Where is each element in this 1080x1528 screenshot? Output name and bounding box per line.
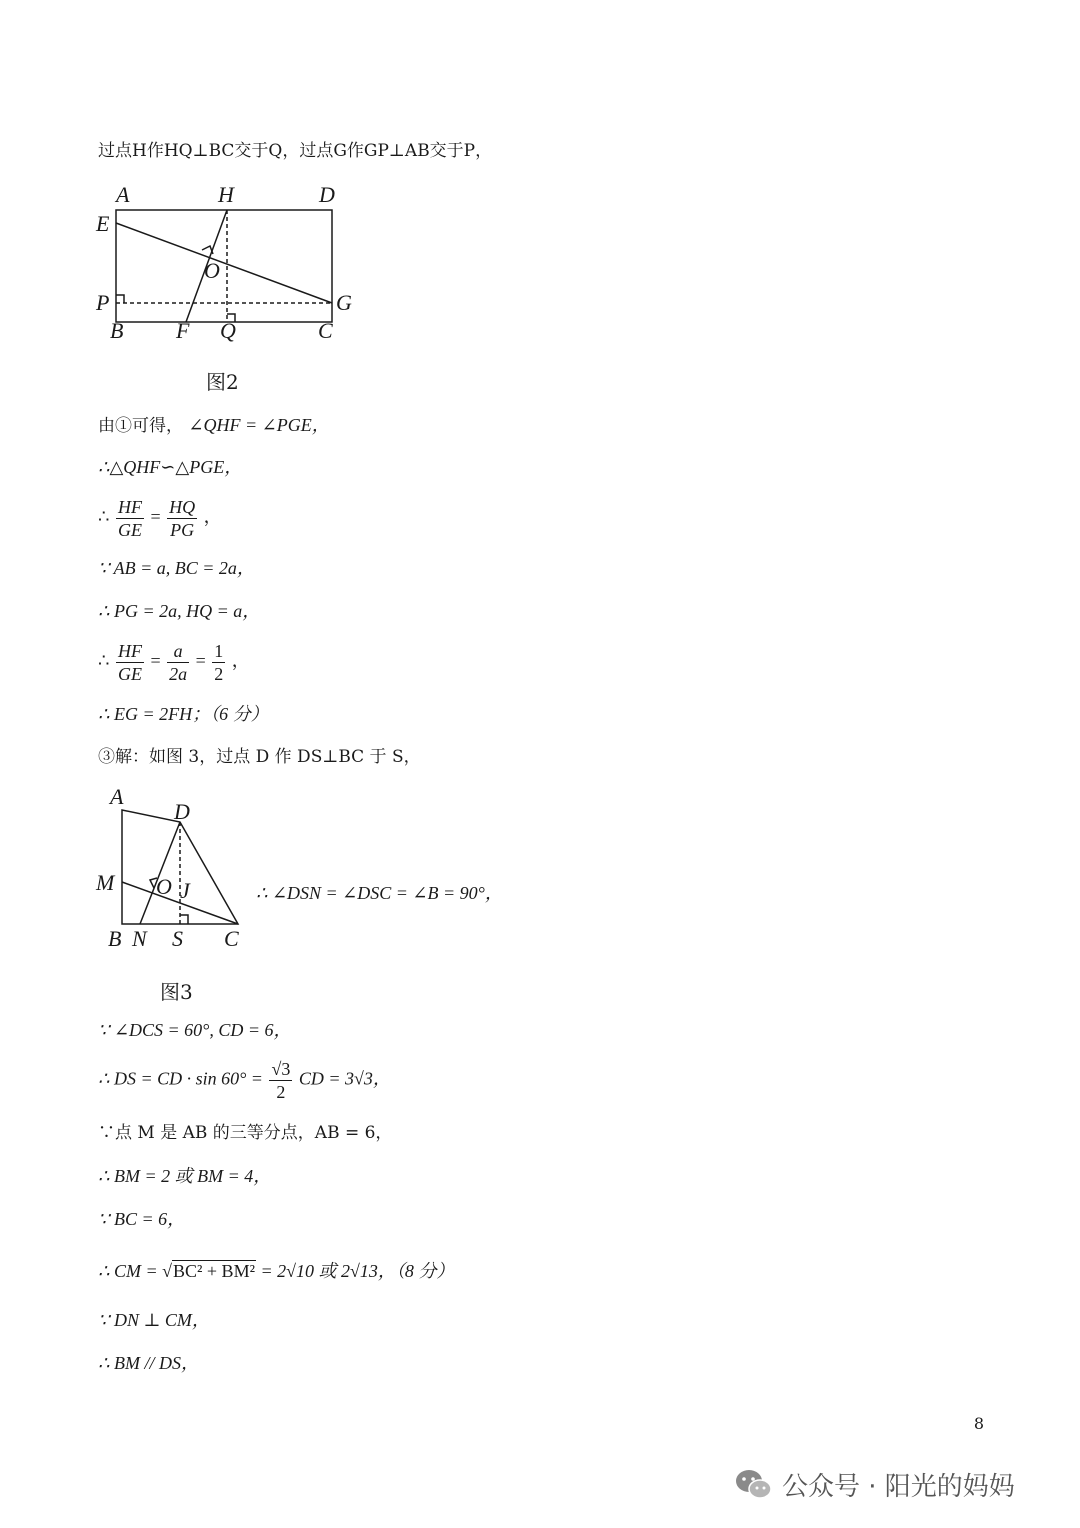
right-angle-mark-p <box>116 295 124 303</box>
label-c: C <box>224 926 239 951</box>
figure-3-diagram <box>90 784 260 954</box>
label-d: D <box>174 799 190 824</box>
text-line-18: ∴ BM // DS， <box>98 1353 199 1373</box>
text-line-15: ∵ BC = 6， <box>98 1209 186 1229</box>
wechat-icon <box>734 1468 774 1502</box>
label-o: O <box>156 874 172 899</box>
frac-den: 2a <box>169 664 188 684</box>
text-line-12 <box>98 1058 391 1103</box>
label-s: S <box>172 926 183 951</box>
rectangle-abcd <box>116 210 332 322</box>
text-line-16: ∴ CM = √BC² + BM² = 2√10 或 2√13，（8 分） <box>98 1261 455 1281</box>
label-d: D <box>319 182 335 207</box>
line-dn <box>140 822 180 924</box>
frac-num: HQ <box>169 497 196 517</box>
label-b: B <box>108 926 122 951</box>
label-h: H <box>218 182 234 207</box>
figure-2-caption: 图2 <box>206 370 239 394</box>
label-j: J <box>180 878 190 903</box>
label-c: C <box>318 318 333 343</box>
text-line-10: ∴ ∠DSN = ∠DSC = ∠B = 90°， <box>256 883 503 903</box>
figure-2-diagram <box>90 178 360 348</box>
text-line-4: ∴ $\frac{HF}{GE}$ = $\frac{HQ}{PG}$ ， <box>98 497 222 540</box>
label-n: N <box>132 926 147 951</box>
line-2-prefix: 由①可得， <box>98 416 183 436</box>
text-line-11: ∵ ∠DCS = 60°, CD = 6， <box>98 1020 292 1040</box>
text-line-5: ∵ AB = a, BC = 2a， <box>98 558 255 578</box>
page-number: 8 <box>973 1414 984 1433</box>
frac-num: √3 <box>271 1059 291 1079</box>
frac-den: GE <box>117 520 142 540</box>
frac-den: GE <box>117 664 142 684</box>
figure-3-caption: 图3 <box>160 980 193 1004</box>
line-16-a: ∴ CM = <box>98 1261 158 1281</box>
text-line-1: 过点H作HQ⊥BC交于Q，过点G作GP⊥AB交于P， <box>98 141 493 161</box>
label-b: B <box>110 318 124 343</box>
text-line-8: ∴ EG = 2FH；（6 分） <box>98 704 269 724</box>
line-12-a: ∴ DS = CD · sin 60° = <box>98 1068 263 1089</box>
frac-num: HF <box>117 497 142 517</box>
text-line-6: ∴ PG = 2a, HQ = a， <box>98 601 261 621</box>
label-q: Q <box>220 318 236 343</box>
footer-text: 公众号 · 阳光的妈妈 <box>782 1472 1015 1502</box>
label-g: G <box>336 290 352 315</box>
frac-num: a <box>167 640 189 663</box>
frac-num: HF <box>117 641 142 661</box>
label-m: M <box>96 870 115 895</box>
frac-num: 1 <box>214 641 224 661</box>
frac-den: 2 <box>276 1082 286 1102</box>
frac-den: 2 <box>214 664 224 684</box>
line-16-radicand: BC² + BM² <box>173 1261 255 1281</box>
text-line-9: ③解：如图 3，过点 D 作 DS⊥BC 于 S， <box>98 747 421 767</box>
line-eg <box>116 223 332 303</box>
text-line-14: ∴ BM = 2 或 BM = 4， <box>98 1166 272 1186</box>
label-p: P <box>96 290 110 315</box>
footer-watermark <box>734 1466 1015 1503</box>
text-line-3: ∴△QHF∽△PGE， <box>98 457 243 477</box>
line-2-math: ∠QHF = ∠PGE， <box>188 415 330 435</box>
right-angle-mark-s <box>180 915 188 924</box>
label-f: F <box>176 318 190 343</box>
label-e: E <box>96 211 110 236</box>
label-o: O <box>204 258 220 283</box>
text-line-13: ∵点 M 是 AB 的三等分点，AB = 6， <box>98 1123 393 1143</box>
label-a: A <box>110 784 124 809</box>
label-a: A <box>116 182 130 207</box>
text-line-2 <box>98 414 330 437</box>
line-12-b: CD = 3√3， <box>298 1068 391 1089</box>
line-16-b: = 2√10 或 2√13，（8 分） <box>260 1261 455 1281</box>
text-line-7: ∴ $\frac{HF}{GE}$ = $\frac{a}{2a}$ = $\frac{1}{2}$ ， <box>98 641 250 684</box>
frac-den: PG <box>170 520 195 540</box>
text-line-17: ∵ DN ⊥ CM， <box>98 1310 210 1330</box>
